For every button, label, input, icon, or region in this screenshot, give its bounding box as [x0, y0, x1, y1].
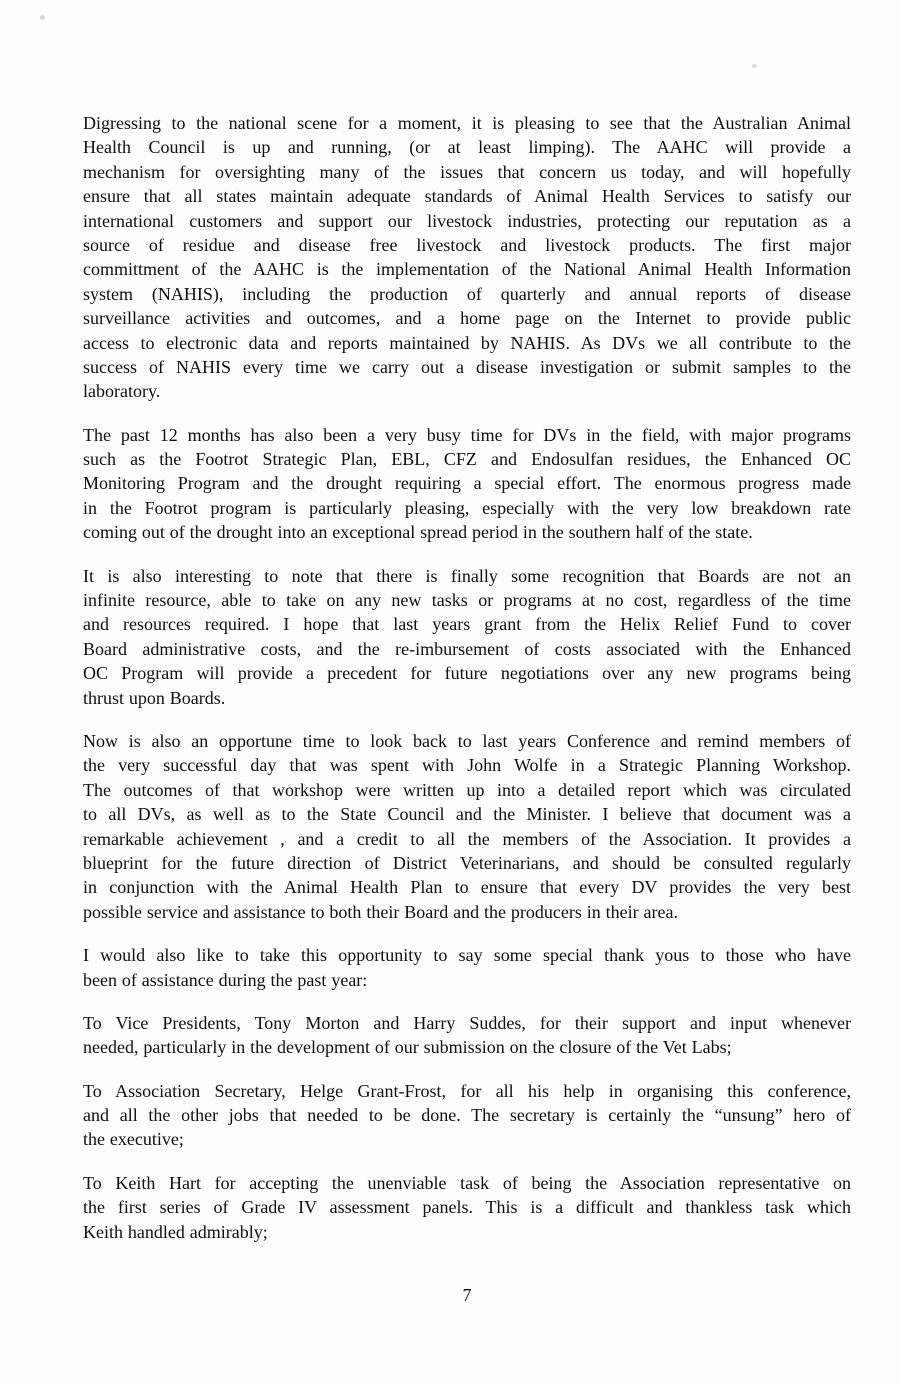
document-body [83, 111, 851, 1263]
scan-speck [752, 64, 757, 68]
paragraph [83, 1011, 851, 1060]
text-line: The past 12 months has also been a very busy time for DVs in the field, with major programs [83, 424, 851, 445]
text-line: and all the other jobs that needed to be done. The secretary is certainly the “unsung” hero of [83, 1105, 851, 1126]
text-line: the first series of Grade IV assessment panels. This is a difficult and thankless task which [83, 1197, 851, 1218]
text-line: been of assistance during the past year: [83, 969, 368, 990]
text-line: To Keith Hart for accepting the unenviable task of being the Association representative on [83, 1172, 851, 1193]
text-line: Monitoring Program and the drought requiring a special effort. The enormous progress made [83, 473, 851, 494]
text-line: needed, particularly in the development of our submission on the closure of the Vet Labs; [83, 1037, 732, 1058]
page-number: 7 [462, 1285, 472, 1305]
paragraph [83, 423, 851, 545]
paragraph [83, 111, 851, 404]
text-line: OC Program will provide a precedent for future negotiations over any new programs being [83, 663, 851, 684]
text-line: ensure that all states maintain adequate standards of Animal Health Services to satisfy our [83, 186, 851, 207]
text-line: possible service and assistance to both their Board and the producers in their area. [83, 901, 679, 922]
text-line: the executive; [83, 1129, 184, 1150]
text-line: thrust upon Boards. [83, 687, 226, 708]
paragraph [83, 564, 851, 710]
text-line: success of NAHIS every time we carry out a disease investigation or submit samples to the [83, 356, 851, 377]
text-line: mechanism for oversighting many of the issues that concern us today, and will hopefully [83, 161, 851, 182]
text-line: and resources required. I hope that last years grant from the Helix Relief Fund to cover [83, 614, 851, 635]
text-line: the very successful day that was spent with John Wolfe in a Strategic Planning Workshop. [83, 755, 851, 776]
text-line: The outcomes of that workshop were written up into a detailed report which was circulated [83, 779, 851, 800]
scan-speck [40, 15, 45, 20]
paragraph [83, 1079, 851, 1152]
text-line: access to electronic data and reports maintained by NAHIS. As DVs we all contribute to the [83, 332, 851, 353]
text-line: Board administrative costs, and the re-imbursement of costs associated with the Enhanced [83, 638, 851, 659]
text-line: Digressing to the national scene for a moment, it is pleasing to see that the Australian Animal [83, 113, 851, 133]
text-line: surveillance activities and outcomes, and a home page on the Internet to provide public [83, 308, 851, 329]
text-line: committment of the AAHC is the implementation of the National Animal Health Information [83, 259, 851, 280]
paragraph [83, 729, 851, 924]
text-line: I would also like to take this opportunity to say some special thank yous to those who have [83, 945, 851, 966]
text-line: source of residue and disease free livestock and livestock products. The first major [83, 234, 851, 255]
text-line: remarkable achievement , and a credit to all the members of the Association. It provides a [83, 828, 851, 849]
text-line: Health Council is up and running, (or at least limping). The AAHC will provide a [83, 137, 851, 158]
text-line: Keith handled admirably; [83, 1221, 268, 1242]
text-line: coming out of the drought into an exceptional spread period in the southern half of the state. [83, 522, 753, 543]
text-line: such as the Footrot Strategic Plan, EBL, CFZ and Endosulfan residues, the Enhanced OC [83, 449, 851, 470]
paragraph [83, 943, 851, 992]
text-line: To Association Secretary, Helge Grant-Frost, for all his help in organising this conference, [83, 1080, 851, 1101]
paragraph [83, 1171, 851, 1244]
text-line: international customers and support our livestock industries, protecting our reputation as a [83, 210, 851, 231]
text-line: blueprint for the future direction of District Veterinarians, and should be consulted regularly [83, 852, 851, 873]
text-line: in conjunction with the Animal Health Plan to ensure that every DV provides the very best [83, 877, 851, 898]
text-line: To Vice Presidents, Tony Morton and Harry Suddes, for their support and input whenever [83, 1012, 851, 1033]
text-line: It is also interesting to note that there is finally some recognition that Boards are not an [83, 565, 851, 586]
text-line: to all DVs, as well as to the State Council and the Minister. I believe that document was a [83, 804, 851, 825]
text-line: Now is also an opportune time to look back to last years Conference and remind members of [83, 730, 851, 751]
text-line: system (NAHIS), including the production of quarterly and annual reports of disease [83, 283, 851, 304]
text-line: in the Footrot program is particularly pleasing, especially with the very low breakdown rate [83, 497, 851, 518]
text-line: laboratory. [83, 381, 161, 402]
text-line: infinite resource, able to take on any new tasks or programs at no cost, regardless of the time [83, 590, 851, 611]
